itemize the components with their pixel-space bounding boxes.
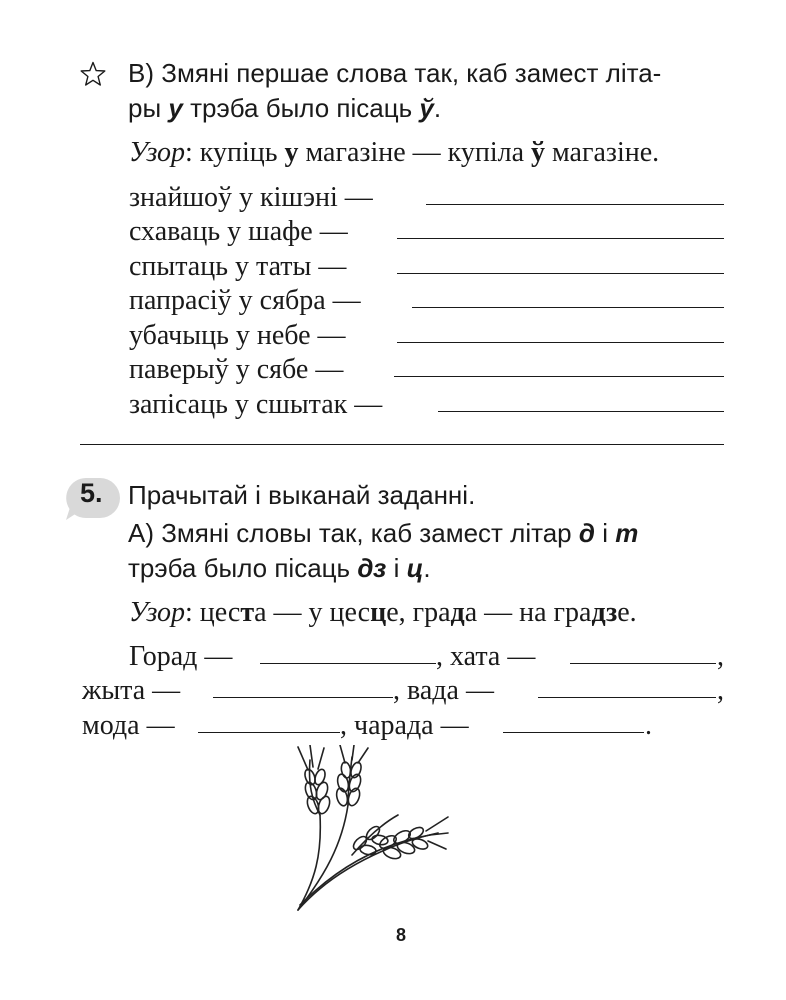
task-b-prefix: В): [128, 58, 154, 88]
answer-line[interactable]: [438, 411, 724, 412]
letter-ts: ц: [406, 553, 424, 583]
comma: ,: [717, 675, 724, 706]
task-b-item: убачыць у небе —: [129, 320, 346, 351]
letter-u-short: ў: [419, 93, 434, 123]
answer-line[interactable]: [397, 342, 724, 343]
letter-t: т: [615, 518, 639, 548]
pattern-label: Узор: [129, 137, 185, 168]
letter-dz: дз: [357, 553, 387, 583]
answer-line[interactable]: [570, 663, 716, 664]
task-b-item: спытаць у таты —: [129, 251, 347, 282]
task-b-item: запісаць у сшытак —: [129, 389, 383, 420]
page-number: 8: [396, 925, 407, 945]
word-zhyta: жыта —: [82, 675, 181, 706]
task-b-pattern: Узор: купіць у магазіне — купіла ў магазіне.: [129, 137, 660, 168]
task-b-instruction: Змяні першае слова так, каб замест літа-: [161, 58, 662, 88]
task-b-item: папрасіў у сябра —: [129, 285, 361, 316]
word-vada: , вада —: [393, 675, 494, 706]
word-moda: мода —: [82, 710, 175, 741]
section-divider: [80, 444, 724, 445]
task-5-pattern: Узор: цеста — у цесце, града — на градзе.: [129, 597, 637, 628]
wheat-illustration: [280, 745, 450, 915]
pattern-label: Узор: [129, 597, 185, 628]
answer-line[interactable]: [426, 204, 724, 205]
letter-d: д: [578, 518, 595, 548]
task-b-item: знайшоў у кішэні —: [129, 182, 373, 213]
answer-line[interactable]: [198, 732, 340, 733]
task-b-item: паверыў у сябе —: [129, 354, 344, 385]
task-b-line-1: [128, 58, 661, 89]
answer-line[interactable]: [260, 663, 436, 664]
answer-line[interactable]: [394, 376, 724, 377]
answer-line[interactable]: [397, 238, 724, 239]
comma: ,: [717, 641, 724, 672]
task-b-item: схаваць у шафе —: [129, 216, 348, 247]
answer-line[interactable]: [503, 732, 644, 733]
task-5-title: Прачытай і выканай заданні.: [128, 480, 476, 510]
task-number: 5.: [80, 478, 103, 508]
task-5a-line-2: трэба было пісаць дз і ц.: [128, 553, 431, 583]
answer-line[interactable]: [397, 273, 724, 274]
task-5a-line-1: А) Змяні словы так, каб замест літар д і т: [128, 518, 639, 548]
period: .: [645, 710, 652, 741]
star-icon: [80, 61, 106, 87]
word-charada: , чарада —: [340, 710, 469, 741]
answer-line[interactable]: [213, 697, 393, 698]
answer-line[interactable]: [412, 307, 724, 308]
letter-u: у: [168, 93, 183, 123]
answer-line[interactable]: [538, 697, 716, 698]
word-gorad: Горад —: [129, 641, 233, 672]
task-b-line-2: ры у трэба было пісаць ў.: [128, 93, 442, 123]
word-hata: , хата —: [436, 641, 536, 672]
